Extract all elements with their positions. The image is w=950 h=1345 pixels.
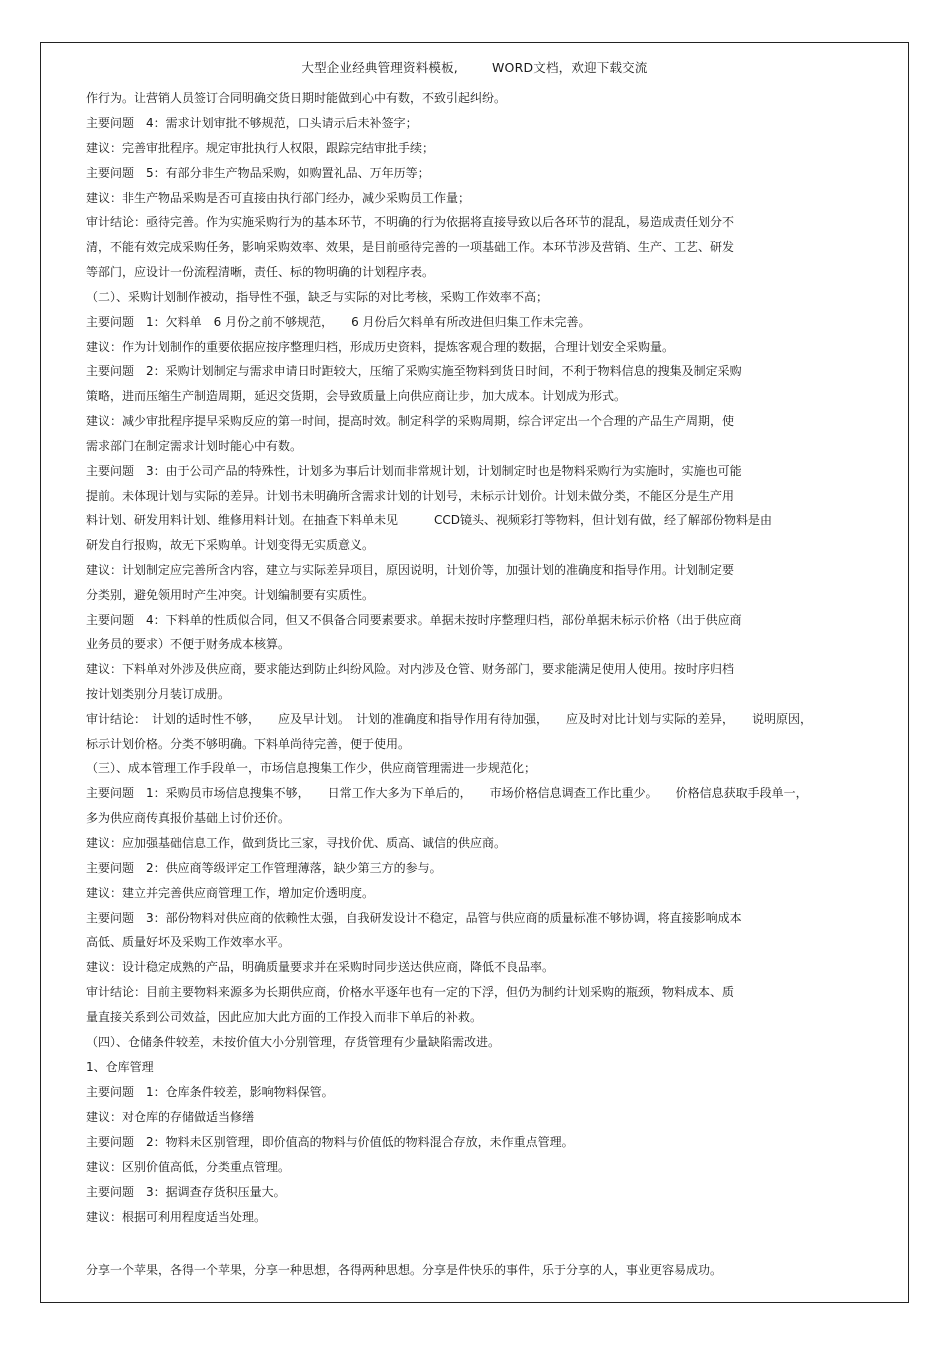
header-note: WORD文档，欢迎下载交流: [491, 60, 648, 75]
text-line: 业务员的要求）不便于财务成本核算。: [86, 637, 291, 651]
text-line: （四）、仓储条件较差，未按价值大小分别管理，存货管理有少量缺陷需改进。: [86, 1035, 501, 1049]
text-line: 按计划类别分月装订成册。: [86, 687, 231, 701]
text-line: 主要问题 3：由于公司产品的特殊性，计划多为事后计划而非常规计划，计划制定时也是物料采购行为实施时，实施也可能: [86, 464, 742, 478]
text-line: 建议：对仓库的存储做适当修缮: [86, 1110, 255, 1124]
text-line: 料计划、研发用料计划、维修用料计划。在抽查下料单未见 CCD镜头、视频彩打等物料，但计划有做，经了解部份物料是由: [86, 513, 773, 527]
text-line: 主要问题 4：下料单的性质似合同，但又不俱备合同要素要求。单据未按时序整理归档，部份单据未标示价格（出于供应商: [86, 613, 742, 627]
text-line: 策略，进而压缩生产制造周期，延迟交货期，会导致质量上向供应商让步，加大成本。计划成为形式。: [86, 389, 627, 403]
text-line: 主要问题 1：仓库条件较差，影响物料保管。: [86, 1085, 334, 1099]
text-line: 提前。未体现计划与实际的差异。计划书未明确所含需求计划的计划号，未标示计划价。计划未做分类，不能区分是生产用: [86, 489, 735, 503]
page-header: [40, 58, 909, 76]
text-line: 审计结论：目前主要物料来源多为长期供应商，价格水平逐年也有一定的下浮，但仍为制约计划采购的瓶颈，物料成本、质: [86, 985, 735, 999]
text-line: 多为供应商传真报价基础上讨价还价。: [86, 811, 291, 825]
text-line: 主要问题 2：采购计划制定与需求申请日时距较大，压缩了采购实施至物料到货日时间，不利于物料信息的搜集及制定采购: [86, 364, 742, 378]
text-line: 建议：非生产物品采购是否可直接由执行部门经办，减少采购员工作量；: [86, 191, 471, 205]
text-line: 主要问题 2：物料未区别管理，即价值高的物料与价值低的物料混合存放，未作重点管理。: [86, 1135, 574, 1149]
text-line: 主要问题 4：需求计划审批不够规范，口头请示后未补签字；: [86, 116, 418, 130]
text-line: 建议：下料单对外涉及供应商，要求能达到防止纠纷风险。对内涉及仓管、财务部门，要求能满足使用人使用。按时序归档: [86, 662, 735, 676]
text-line: （三）、成本管理工作手段单一，市场信息搜集工作少，供应商管理需进一步规范化；: [86, 761, 537, 775]
text-line: 建议：作为计划制作的重要依据应按序整理归档，形成历史资料，提炼客观合理的数据，合理计划安全采购量。: [86, 340, 675, 354]
text-line: 建议：根据可利用程度适当处理。: [86, 1210, 267, 1224]
text-line: 主要问题 3：据调查存货积压量大。: [86, 1185, 286, 1199]
text-line: 建议：计划制定应完善所含内容，建立与实际差异项目，原因说明，计划价等，加强计划的准确度和指导作用。计划制定要: [86, 563, 735, 577]
text-line: 需求部门在制定需求计划时能心中有数。: [86, 439, 303, 453]
text-line: 量直接关系到公司效益，因此应加大此方面的工作投入而非下单后的补救。: [86, 1010, 483, 1024]
text-line: （二）、采购计划制作被动，指导性不强，缺乏与实际的对比考核，采购工作效率不高；: [86, 290, 549, 304]
text-line: 建议：建立并完善供应商管理工作，增加定价透明度。: [86, 886, 375, 900]
text-line: 审计结论： 计划的适时性不够， 应及早计划。 计划的准确度和指导作用有待加强， 应及时对比计划与实际的差异， 说明原因，: [86, 712, 813, 726]
text-line: 1、仓库管理: [86, 1060, 154, 1074]
text-line: 高低、质量好坏及采购工作效率水平。: [86, 935, 291, 949]
text-line: 主要问题 1：欠料单 6 月份之前不够规范， 6 月份后欠料单有所改进但归集工作未完善。: [86, 315, 591, 329]
text-line: 主要问题 2：供应商等级评定工作管理薄落，缺少第三方的参与。: [86, 861, 442, 875]
text-line: 标示计划价格。分类不够明确。下料单尚待完善，便于使用。: [86, 737, 411, 751]
text-line: 建议：区别价值高低，分类重点管理。: [86, 1160, 291, 1174]
footer-text: 分享一个苹果，各得一个苹果，分享一种思想，各得两种思想。分享是件快乐的事件，乐于分享的人，事业更容易成功。: [86, 1263, 723, 1277]
text-line: 研发自行报购，故无下采购单。计划变得无实质意义。: [86, 538, 375, 552]
text-line: 建议：完善审批程序。规定审批执行人权限，跟踪完结审批手续；: [86, 141, 435, 155]
text-line: 主要问题 1：采购员市场信息搜集不够， 日常工作大多为下单后的， 市场价格信息调查工作比重少。 价格信息获取手段单一，: [86, 786, 808, 800]
text-line: 作行为。让营销人员签订合同明确交货日期时能做到心中有数，不致引起纠纷。: [86, 91, 507, 105]
text-line: 清，不能有效完成采购任务，影响采购效率、效果，是目前亟待完善的一项基础工作。本环节涉及营销、生产、工艺、研发: [86, 240, 735, 254]
text-line: 等部门，应设计一份流程清晰，责任、标的物明确的计划程序表。: [86, 265, 435, 279]
text-line: 建议：减少审批程序提早采购反应的第一时间，提高时效。制定科学的采购周期，综合评定出一个合理的产品生产周期，使: [86, 414, 735, 428]
text-line: 建议：应加强基础信息工作，做到货比三家，寻找价优、质高、诚信的供应商。: [86, 836, 507, 850]
text-line: 主要问题 5：有部分非生产物品采购，如购置礼品、万年历等；: [86, 166, 430, 180]
text-line: 分类别，避免领用时产生冲突。计划编制要有实质性。: [86, 588, 375, 602]
text-line: 主要问题 3：部份物料对供应商的依赖性太强，自我研发设计不稳定，品管与供应商的质量标准不够协调，将直接影响成本: [86, 911, 742, 925]
text-line: 审计结论：亟待完善。作为实施采购行为的基本环节，不明确的行为依据将直接导致以后各环节的混乱，易造成责任划分不: [86, 215, 735, 229]
header-title: 大型企业经典管理资料模板,: [301, 60, 458, 75]
text-line: 建议：设计稳定成熟的产品，明确质量要求并在采购时同步送达供应商，降低不良品率。: [86, 960, 555, 974]
